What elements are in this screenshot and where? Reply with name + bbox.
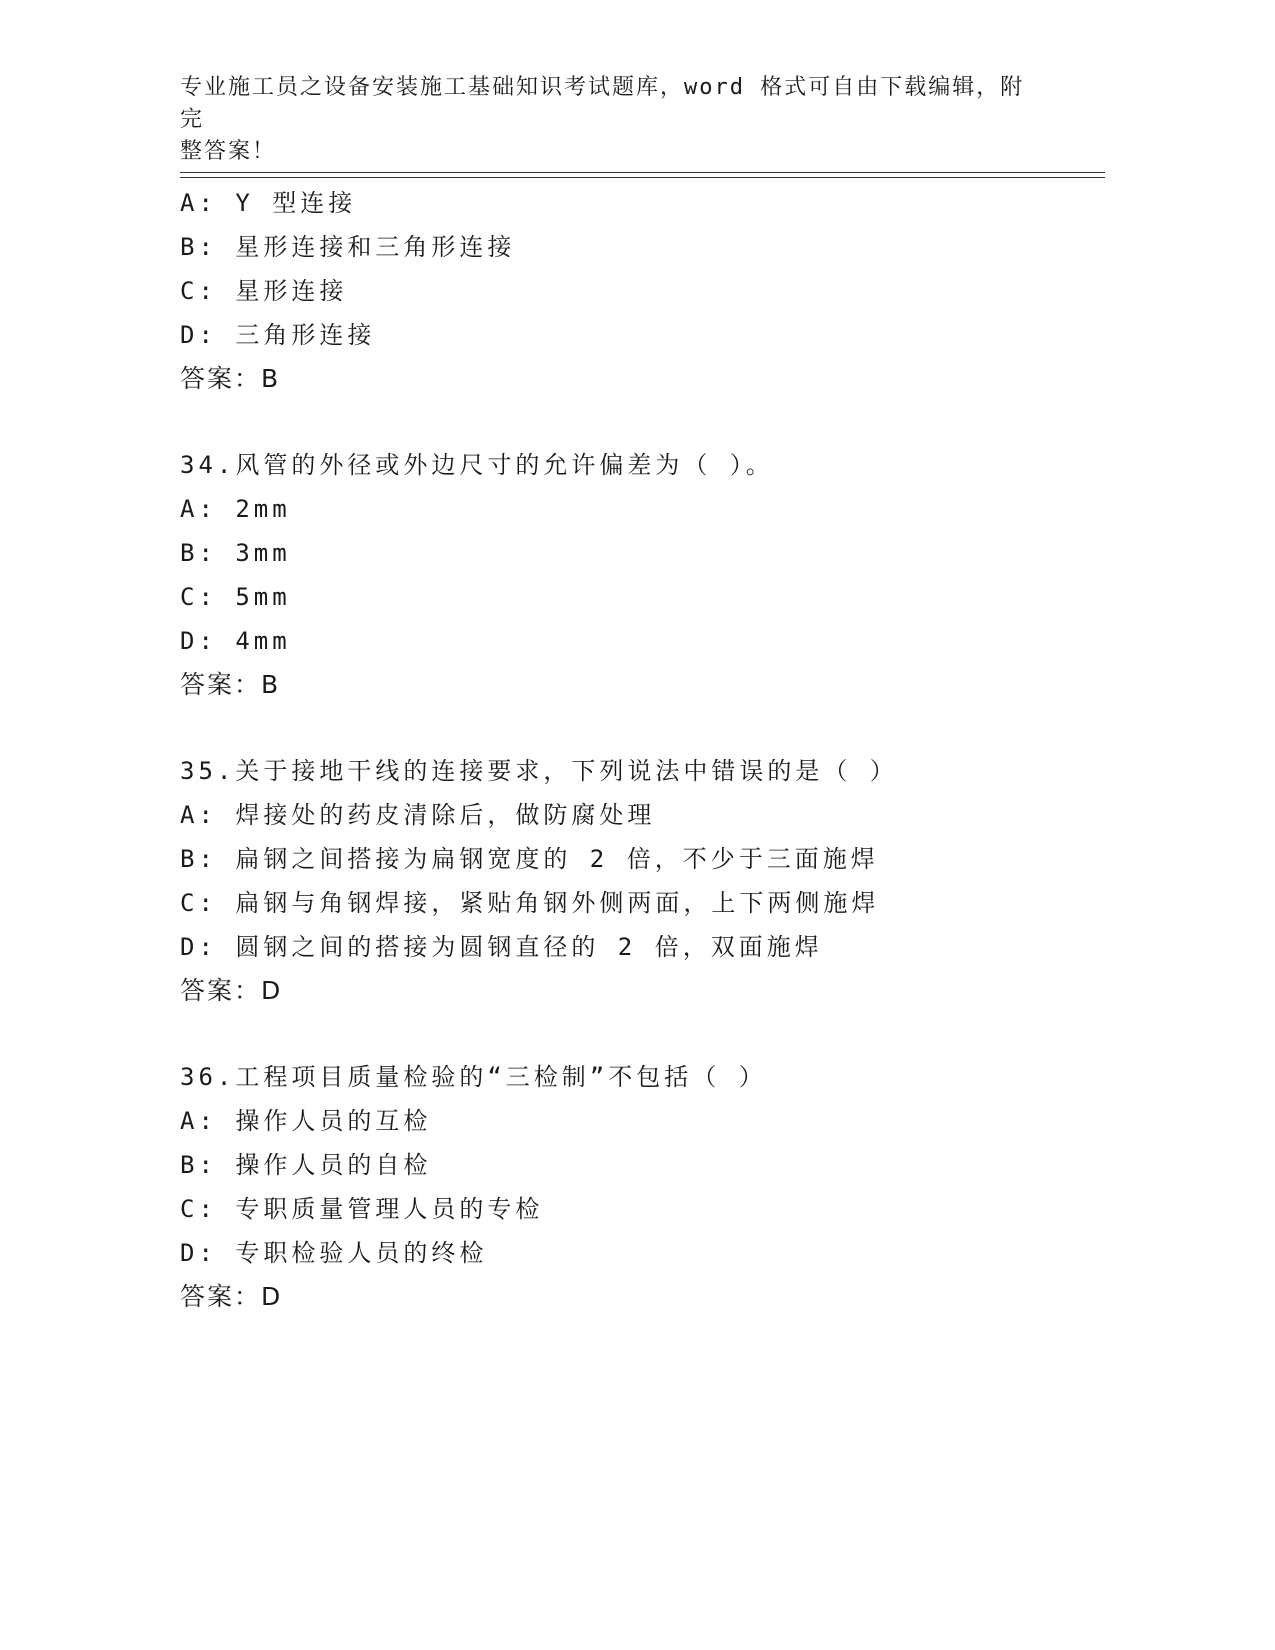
option-d: D: 圆钢之间的搭接为圆钢直径的 2 倍，双面施焊 xyxy=(180,933,823,961)
answer-line: 答案：D xyxy=(180,976,283,1005)
option-d: D: 专职检验人员的终检 xyxy=(180,1239,488,1267)
option-d: D: 三角形连接 xyxy=(180,321,376,349)
question-stem: 35.关于接地干线的连接要求，下列说法中错误的是（ ） xyxy=(180,757,898,785)
option-d: D: 4mm xyxy=(180,627,291,655)
question-35 xyxy=(180,749,1105,1013)
question-list xyxy=(180,181,1105,1319)
option-c: C: 扁钢与角钢焊接，紧贴角钢外侧两面，上下两侧施焊 xyxy=(180,889,880,917)
answer-line: 答案：B xyxy=(180,364,281,393)
option-a: A: 2mm xyxy=(180,495,291,523)
answer-line: 答案：D xyxy=(180,1282,283,1311)
option-b: B: 3mm xyxy=(180,539,291,567)
option-c: C: 专职质量管理人员的专检 xyxy=(180,1195,544,1223)
option-b: B: 扁钢之间搭接为扁钢宽度的 2 倍，不少于三面施焊 xyxy=(180,845,879,873)
document-header xyxy=(180,72,1040,168)
question-stem: 36.工程项目质量检验的“三检制”不包括（ ） xyxy=(180,1063,767,1091)
option-a: A: 操作人员的互检 xyxy=(180,1107,432,1135)
option-c: C: 星形连接 xyxy=(180,277,348,305)
question-33-continued xyxy=(180,181,1105,401)
question-36 xyxy=(180,1055,1105,1319)
question-34 xyxy=(180,443,1105,707)
option-a: A: 焊接处的药皮清除后，做防腐处理 xyxy=(180,801,656,829)
header-divider xyxy=(180,172,1105,178)
question-stem: 34.风管的外径或外边尺寸的允许偏差为（ ）。 xyxy=(180,451,774,479)
header-line-2: 整答案！ xyxy=(180,139,277,164)
option-b: B: 操作人员的自检 xyxy=(180,1151,432,1179)
option-c: C: 5mm xyxy=(180,583,291,611)
option-a: A: Y 型连接 xyxy=(180,189,357,217)
option-b: B: 星形连接和三角形连接 xyxy=(180,233,516,261)
answer-line: 答案：B xyxy=(180,670,281,699)
header-line-1: 专业施工员之设备安装施工基础知识考试题库，word 格式可自由下载编辑，附完 xyxy=(180,75,1025,132)
